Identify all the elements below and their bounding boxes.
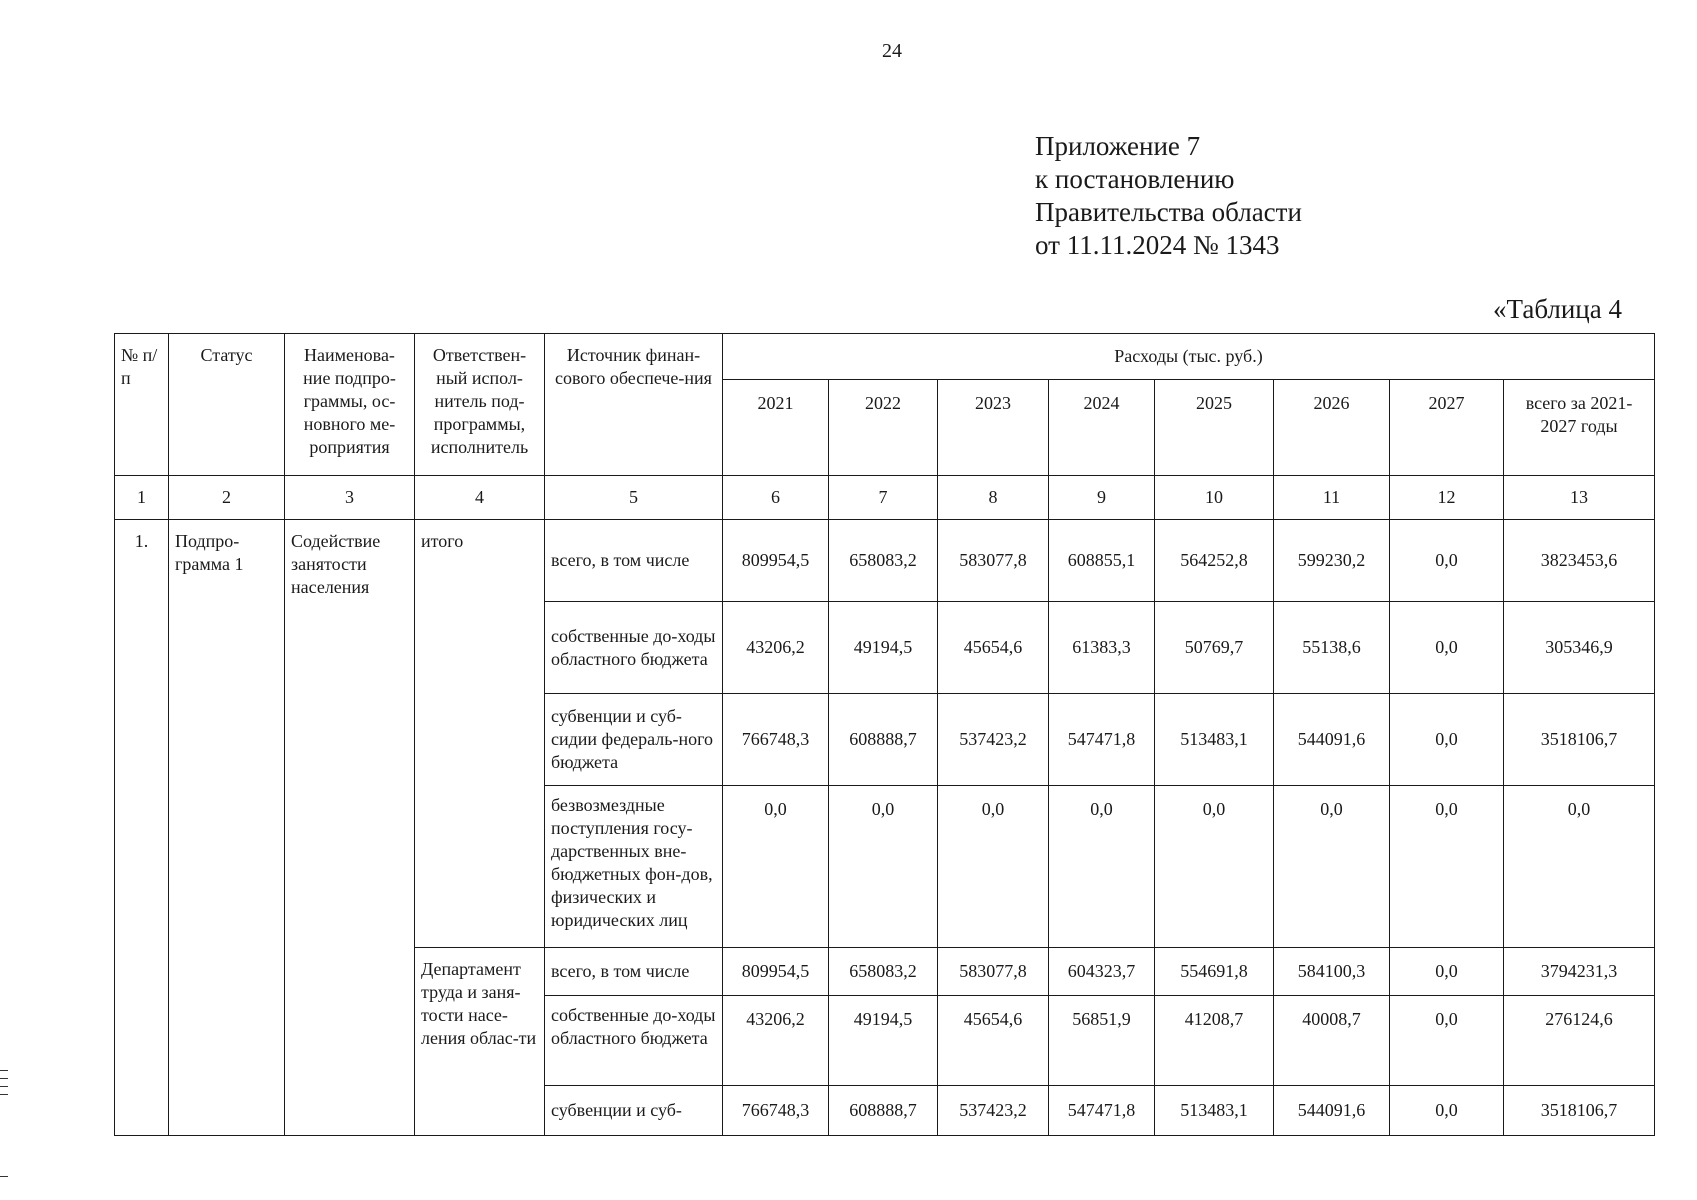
value-cell: 809954,5	[723, 948, 829, 996]
source-cell: субвенции и суб-	[545, 1086, 723, 1136]
value-cell: 0,0	[1390, 520, 1504, 602]
value-cell: 599230,2	[1274, 520, 1390, 602]
value-cell: 0,0	[1390, 948, 1504, 996]
value-cell: 56851,9	[1049, 996, 1155, 1086]
program-name: Содействие занятости населения	[285, 520, 415, 1136]
source-cell: всего, в том числе	[545, 520, 723, 602]
header-expenses: Расходы (тыс. руб.)	[723, 334, 1655, 380]
value-cell: 0,0	[1390, 1086, 1504, 1136]
header-num: № п/п	[115, 334, 169, 476]
scan-margin-mark	[0, 1086, 8, 1087]
value-cell: 564252,8	[1155, 520, 1274, 602]
value-cell: 608888,7	[829, 1086, 938, 1136]
column-number: 13	[1504, 476, 1655, 520]
appendix-block	[1035, 130, 1302, 262]
appendix-line-3: Правительства области	[1035, 197, 1302, 227]
value-cell: 276124,6	[1504, 996, 1655, 1086]
value-cell: 658083,2	[829, 520, 938, 602]
value-cell: 43206,2	[723, 996, 829, 1086]
source-cell: субвенции и суб-сидии федераль-ного бюджета	[545, 694, 723, 786]
appendix-line-1: Приложение 7	[1035, 131, 1201, 161]
header-total: всего за 2021-2027 годы	[1504, 380, 1655, 476]
value-cell: 55138,6	[1274, 602, 1390, 694]
value-cell: 61383,3	[1049, 602, 1155, 694]
column-number: 4	[415, 476, 545, 520]
source-cell: безвозмездные поступления госу-дарственных вне-бюджетных фон-дов, физических и юридических лиц	[545, 786, 723, 948]
value-cell: 513483,1	[1155, 694, 1274, 786]
executor-total: итого	[415, 520, 545, 948]
value-cell: 3823453,6	[1504, 520, 1655, 602]
value-cell: 45654,6	[938, 602, 1049, 694]
column-number: 2	[169, 476, 285, 520]
value-cell: 41208,7	[1155, 996, 1274, 1086]
value-cell: 0,0	[1390, 996, 1504, 1086]
column-number: 5	[545, 476, 723, 520]
table-caption: «Таблица 4	[1493, 294, 1622, 324]
appendix-line-4: от 11.11.2024 № 1343	[1035, 230, 1280, 260]
value-cell: 3794231,3	[1504, 948, 1655, 996]
value-cell: 0,0	[829, 786, 938, 948]
value-cell: 583077,8	[938, 948, 1049, 996]
column-number: 8	[938, 476, 1049, 520]
value-cell: 305346,9	[1504, 602, 1655, 694]
column-number: 7	[829, 476, 938, 520]
header-year-2023: 2023	[938, 380, 1049, 476]
value-cell: 537423,2	[938, 1086, 1049, 1136]
value-cell: 0,0	[723, 786, 829, 948]
budget-table	[114, 333, 1655, 1136]
value-cell: 537423,2	[938, 694, 1049, 786]
value-cell: 49194,5	[829, 602, 938, 694]
value-cell: 544091,6	[1274, 694, 1390, 786]
appendix-line-2: к постановлению	[1035, 164, 1235, 194]
column-number: 1	[115, 476, 169, 520]
value-cell: 604323,7	[1049, 948, 1155, 996]
header-year-2026: 2026	[1274, 380, 1390, 476]
header-status: Статус	[169, 334, 285, 476]
value-cell: 43206,2	[723, 602, 829, 694]
value-cell: 547471,8	[1049, 1086, 1155, 1136]
value-cell: 3518106,7	[1504, 694, 1655, 786]
value-cell: 50769,7	[1155, 602, 1274, 694]
row-number: 1.	[115, 520, 169, 1136]
page-number: 24	[882, 40, 902, 62]
header-source: Источник финан-сового обеспече-ния	[545, 334, 723, 476]
header-year-2024: 2024	[1049, 380, 1155, 476]
value-cell: 584100,3	[1274, 948, 1390, 996]
value-cell: 583077,8	[938, 520, 1049, 602]
value-cell: 0,0	[1504, 786, 1655, 948]
value-cell: 0,0	[1390, 786, 1504, 948]
value-cell: 3518106,7	[1504, 1086, 1655, 1136]
column-number: 3	[285, 476, 415, 520]
value-cell: 0,0	[1390, 602, 1504, 694]
column-number: 11	[1274, 476, 1390, 520]
column-number: 9	[1049, 476, 1155, 520]
value-cell: 0,0	[1155, 786, 1274, 948]
source-cell: собственные до-ходы областного бюджета	[545, 996, 723, 1086]
scan-margin-mark	[0, 1070, 8, 1071]
value-cell: 554691,8	[1155, 948, 1274, 996]
value-cell: 49194,5	[829, 996, 938, 1086]
value-cell: 766748,3	[723, 1086, 829, 1136]
scan-margin-mark	[0, 1176, 8, 1177]
header-name: Наименова-ние подпро-граммы, ос-новного ме-роприятия	[285, 334, 415, 476]
value-cell: 513483,1	[1155, 1086, 1274, 1136]
scan-margin-mark	[0, 1094, 8, 1095]
header-year-2025: 2025	[1155, 380, 1274, 476]
value-cell: 0,0	[938, 786, 1049, 948]
value-cell: 766748,3	[723, 694, 829, 786]
value-cell: 809954,5	[723, 520, 829, 602]
program-status: Подпро-грамма 1	[169, 520, 285, 1136]
scan-margin-mark	[0, 1078, 8, 1079]
value-cell: 0,0	[1274, 786, 1390, 948]
header-executor: Ответствен-ный испол-нитель под-программы, исполнитель	[415, 334, 545, 476]
value-cell: 608855,1	[1049, 520, 1155, 602]
column-number: 6	[723, 476, 829, 520]
header-year-2027: 2027	[1390, 380, 1504, 476]
value-cell: 608888,7	[829, 694, 938, 786]
value-cell: 544091,6	[1274, 1086, 1390, 1136]
executor-department: Департамент труда и заня-тости насе-ления облас-ти	[415, 948, 545, 1136]
value-cell: 45654,6	[938, 996, 1049, 1086]
header-year-2021: 2021	[723, 380, 829, 476]
value-cell: 0,0	[1049, 786, 1155, 948]
value-cell: 0,0	[1390, 694, 1504, 786]
value-cell: 40008,7	[1274, 996, 1390, 1086]
source-cell: собственные до-ходы областного бюджета	[545, 602, 723, 694]
column-number: 12	[1390, 476, 1504, 520]
value-cell: 658083,2	[829, 948, 938, 996]
source-cell: всего, в том числе	[545, 948, 723, 996]
header-year-2022: 2022	[829, 380, 938, 476]
value-cell: 547471,8	[1049, 694, 1155, 786]
column-number: 10	[1155, 476, 1274, 520]
